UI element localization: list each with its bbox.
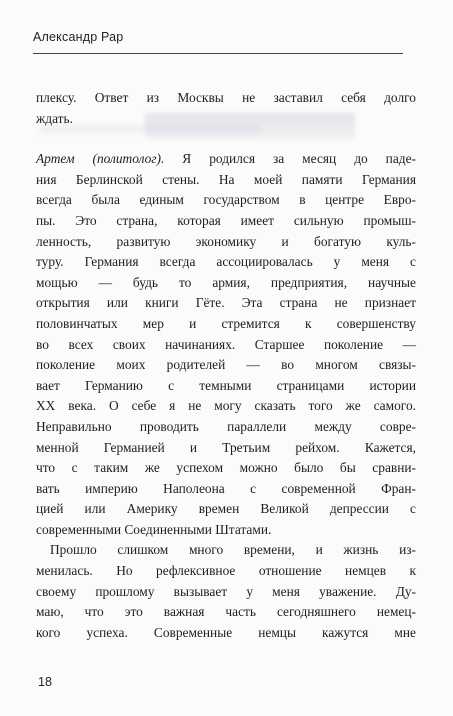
- text-line: маю, что это важная часть сегодняшнего немец-: [36, 604, 416, 620]
- text-line: [36, 149, 416, 170]
- running-header: [33, 29, 418, 54]
- text-line: туру. Германия всегда ассоциировалась у меня с: [36, 254, 416, 270]
- text-line: своему прошлому вызывает у меня уважение. Ду-: [36, 583, 416, 599]
- text-line: вать империю Наполеона с современной Фран-: [36, 480, 416, 496]
- text-line: открытия или книги Гёте. Эта страна не признает: [36, 295, 416, 311]
- body-text: [36, 88, 416, 643]
- text-line: ленность, развитую экономику и богатую куль-: [36, 233, 416, 249]
- text-line: Неправильно проводить параллели между совре-: [36, 418, 416, 434]
- text-line: цией или Америку времен Великой депрессии с: [36, 501, 416, 517]
- text-line: что с таким же успехом можно было бы сравни-: [36, 460, 416, 476]
- page-number: 18: [38, 675, 52, 689]
- text-line: ния Берлинской стены. На моей памяти Германия: [36, 171, 416, 187]
- text-line: кого успеха. Современные немцы кажутся мне: [36, 624, 416, 640]
- text-line: XX века. О себе я не могу сказать того же самого.: [36, 398, 416, 414]
- text-line: вает Германию с темными страницами истории: [36, 377, 416, 393]
- text-line: ждать.: [36, 110, 73, 126]
- text-line: поколение моих родителей — во многом связы-: [36, 357, 416, 373]
- text-line: современными Соединенными Штатами.: [36, 521, 272, 537]
- text-line: плексу. Ответ из Москвы не заставил себя долго: [36, 90, 416, 105]
- header-rule: [33, 53, 403, 54]
- text-line: Прошло слишком много времени, и жизнь из-: [50, 542, 416, 558]
- text-line: во всех своих начинаниях. Старшее поколение —: [36, 336, 416, 352]
- text-line: менилась. Но рефлексивное отношение немцев к: [36, 563, 416, 579]
- running-header-author: Александр Рар: [33, 30, 124, 44]
- text-line: всегда была единым государством в центре Евро-: [36, 192, 416, 208]
- text-line: пы. Это страна, которая имеет сильную промыш-: [36, 212, 416, 228]
- text-line: мощью — будь то армия, предприятия, научные: [36, 274, 416, 290]
- speaker-name: Артем (политолог).: [36, 151, 165, 167]
- paragraph-gap: [36, 129, 416, 149]
- text-fragment: Я родился за месяц до паде-: [164, 151, 417, 167]
- text-line: менной Германией и Третьим рейхом. Кажется,: [36, 439, 416, 455]
- text-line: половинчатых мер и стремится к совершенству: [36, 315, 416, 331]
